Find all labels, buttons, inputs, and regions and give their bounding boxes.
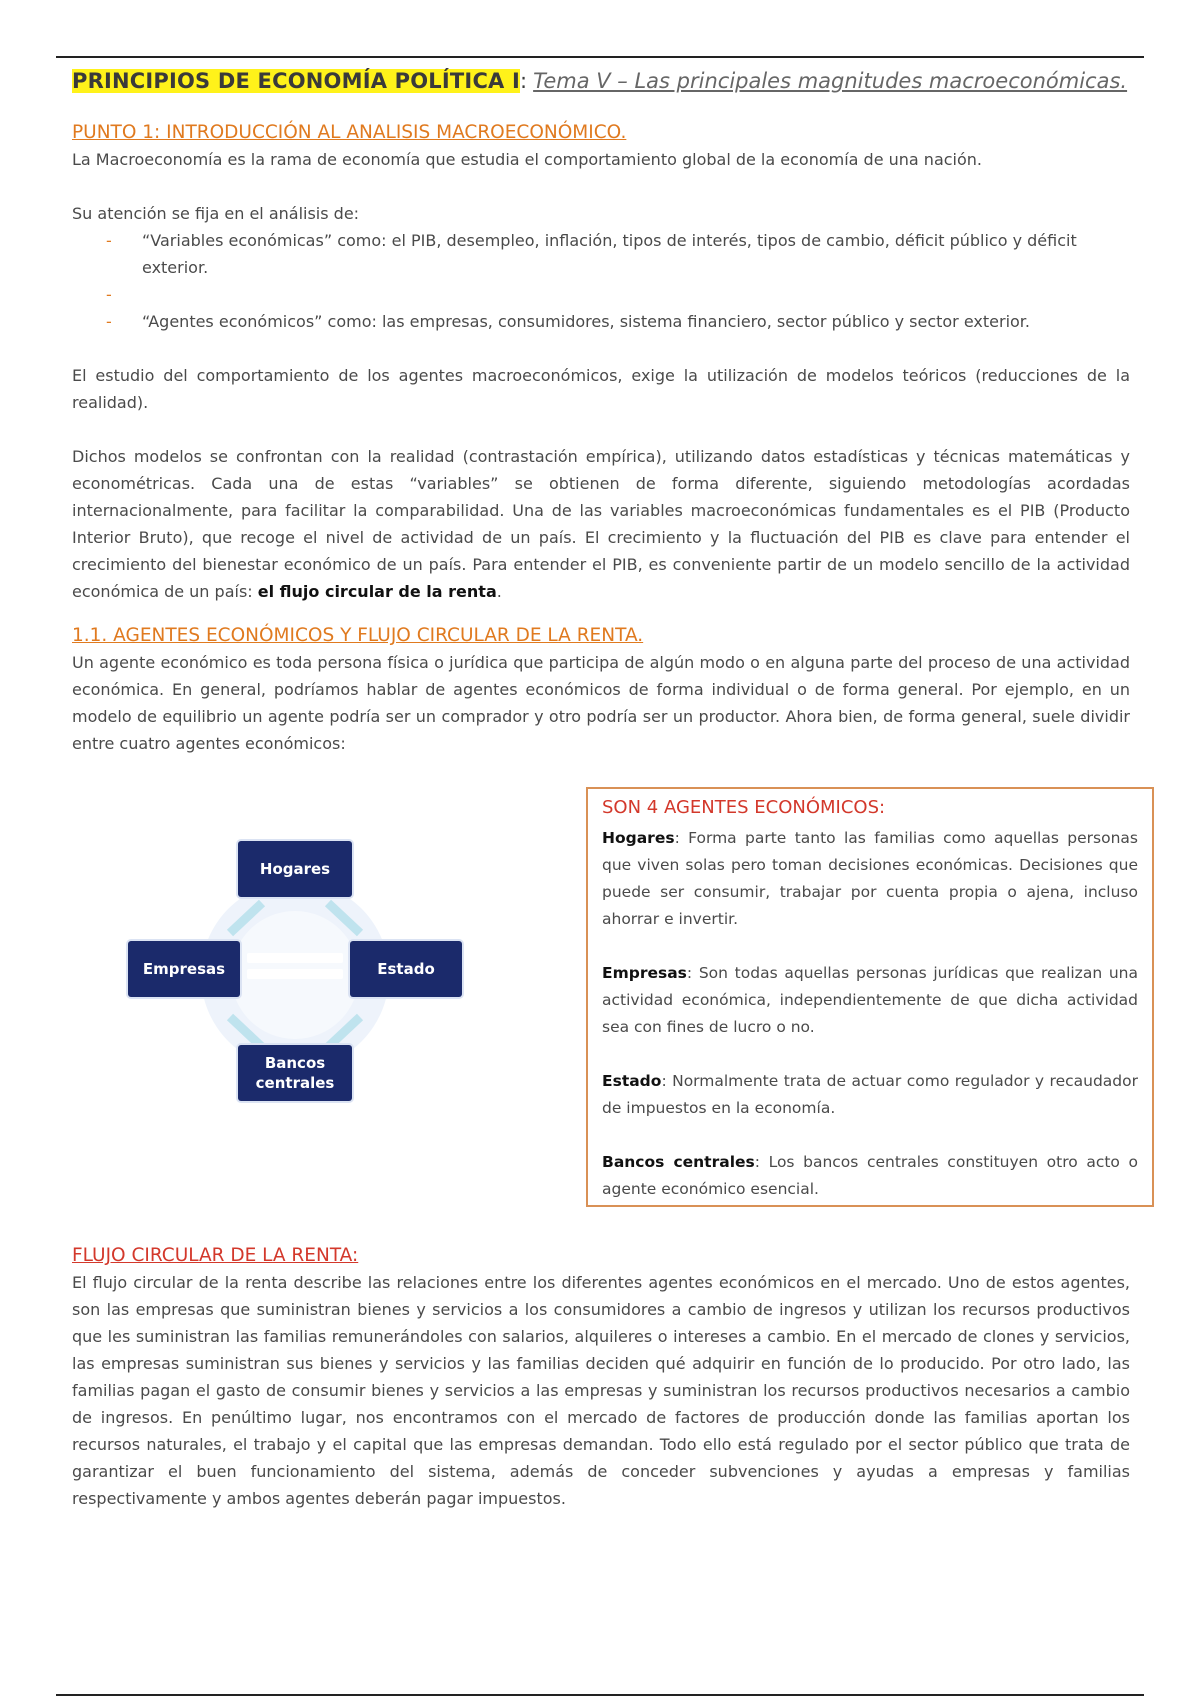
agent-desc: : Normalmente trata de actuar como regulador y recaudador de impuestos en la economía. <box>602 1072 1138 1117</box>
bottom-rule <box>56 1694 1144 1696</box>
title-subtitle: Tema V – Las principales magnitudes macroeconómicas. <box>533 69 1128 93</box>
spacer <box>72 416 1130 443</box>
agent-desc: : Forma parte tanto las familias como aquellas personas que viven solas pero toman decisiones económicas. Decisiones que puede ser consumir, trabajar por cuenta propia o ajena, incluso ahorrar e invertir. <box>602 829 1138 928</box>
paragraph-data <box>72 443 1130 605</box>
document-title <box>72 66 1130 96</box>
spacer <box>72 173 1130 200</box>
node-empresas: Empresas <box>128 941 240 997</box>
node-bancos-centrales: Bancos centrales <box>238 1045 352 1101</box>
spacer <box>602 933 1138 960</box>
spacer <box>72 335 1130 362</box>
top-rule <box>56 56 1144 58</box>
bullet-agents: - “Agentes económicos” como: las empresas, consumidores, sistema financiero, sector público y sector exterior. <box>106 308 1130 335</box>
flujo-paragraph: El flujo circular de la renta describe las relaciones entre los diferentes agentes económicos en el mercado. Uno de estos agentes, son las empresas que suministran bienes y servicios a los consumidores a cambio de ingresos y utilizan los recursos productivos que les suministran las familias remunerándoles con salarios, alquileres o intereses a cambio. En el mercado de clones y servicios, las empresas suministran sus bienes y servicios y las familias deciden qué adquirir en función de lo producido. Por otro lado, las familias pagan el gasto de consumir bienes y servicios a las empresas y suministran los recursos productivos necesarios a cambio de ingresos. En penúltimo lugar, nos encontramos con el mercado de factores de producción donde las familias aportan los recursos naturales, el trabajo y el capital que las empresas demandan. Todo ello está regulado por el sector público que trata de garantizar el buen funcionamiento del sistema, además de conceder subvenciones y ayudas a empresas y familias respectivamente y ambos agentes deberán pagar impuestos. <box>72 1273 1130 1508</box>
diagram-center-bar <box>247 953 343 963</box>
paragraph-data-end: . <box>496 582 502 601</box>
diagram-center-bar <box>247 969 343 979</box>
agent-desc: : Los bancos centrales constituyen otro acto o agente económico esencial. <box>602 1153 1138 1198</box>
agents-section <box>72 787 1138 1217</box>
title-separator: : <box>520 69 528 93</box>
paragraph-models: El estudio del comportamiento de los agentes macroeconómicos, exige la utilización de modelos teóricos (reducciones de la realidad). <box>72 366 1130 412</box>
section11-heading: 1.1. AGENTES ECONÓMICOS Y FLUJO CIRCULAR DE LA RENTA. <box>72 625 644 646</box>
agent-definition-hogares <box>602 825 1138 933</box>
agent-definition-empresas <box>602 960 1138 1041</box>
agent-term: Hogares <box>602 829 675 847</box>
agent-term: Empresas <box>602 964 687 982</box>
flujo-heading: FLUJO CIRCULAR DE LA RENTA: <box>72 1245 359 1266</box>
agent-desc: : Son todas aquellas personas jurídicas que realizan una actividad económica, independientemente de que dicha actividad sea con fines de lucro o no. <box>602 964 1138 1036</box>
section1-heading: PUNTO 1: INTRODUCCIÓN AL ANALISIS MACROECONÓMICO. <box>72 122 627 143</box>
spacer <box>602 1041 1138 1068</box>
bullet-variables: - “Variables económicas” como: el PIB, desempleo, inflación, tipos de interés, tipos de cambio, déficit público y déficit exterior. <box>106 227 1130 281</box>
agent-term: Estado <box>602 1072 662 1090</box>
agents-definition-box <box>586 787 1154 1207</box>
spacer <box>106 281 1130 308</box>
document-body <box>72 66 1138 1512</box>
agents-box-title: SON 4 AGENTES ECONÓMICOS: <box>602 797 886 818</box>
section1-intro: La Macroeconomía es la rama de economía que estudia el comportamiento global de la economía de una nación. <box>72 150 983 169</box>
focus-bullet-list <box>72 227 1130 335</box>
spacer <box>72 605 1130 623</box>
spacer <box>72 1217 1130 1243</box>
agent-definition-estado <box>602 1068 1138 1122</box>
section1-focus: Su atención se fija en el análisis de: <box>72 204 360 223</box>
node-estado: Estado <box>350 941 462 997</box>
title-main: PRINCIPIOS DE ECONOMÍA POLÍTICA I <box>72 69 521 93</box>
agent-definition-bancos <box>602 1149 1138 1203</box>
node-hogares: Hogares <box>238 841 352 897</box>
section11-paragraph: Un agente económico es toda persona física o jurídica que participa de algún modo o en alguna parte del proceso de una actividad económica. En general, podríamos hablar de agentes económicos de forma individual o de forma general. Por ejemplo, en un modelo de equilibrio un agente podría ser un comprador y otro podría ser un productor. Ahora bien, de forma general, suele dividir entre cuatro agentes económicos: <box>72 653 1130 753</box>
agent-term: Bancos centrales <box>602 1153 755 1171</box>
paragraph-data-text: Dichos modelos se confrontan con la realidad (contrastación empírica), utilizando datos estadísticas y técnicas matemáticas y econométricas. Cada una de estas “variables” se obtienen de forma diferente, siguiendo metodologías acordadas internacionalmente, para facilitar la comparabilidad. Una de las variables macroeconómicas fundamentales es el PIB (Producto Interior Bruto), que recoge el nivel de actividad de un país. El crecimiento y la fluctuación del PIB es clave para entender el crecimiento del bienestar económico de un país. Para entender el PIB, es conveniente partir de un modelo sencillo de la actividad económica de un país: <box>72 447 1130 601</box>
spacer <box>602 1122 1138 1149</box>
agents-diagram <box>112 841 492 1141</box>
paragraph-data-bold: el flujo circular de la renta <box>257 582 497 601</box>
